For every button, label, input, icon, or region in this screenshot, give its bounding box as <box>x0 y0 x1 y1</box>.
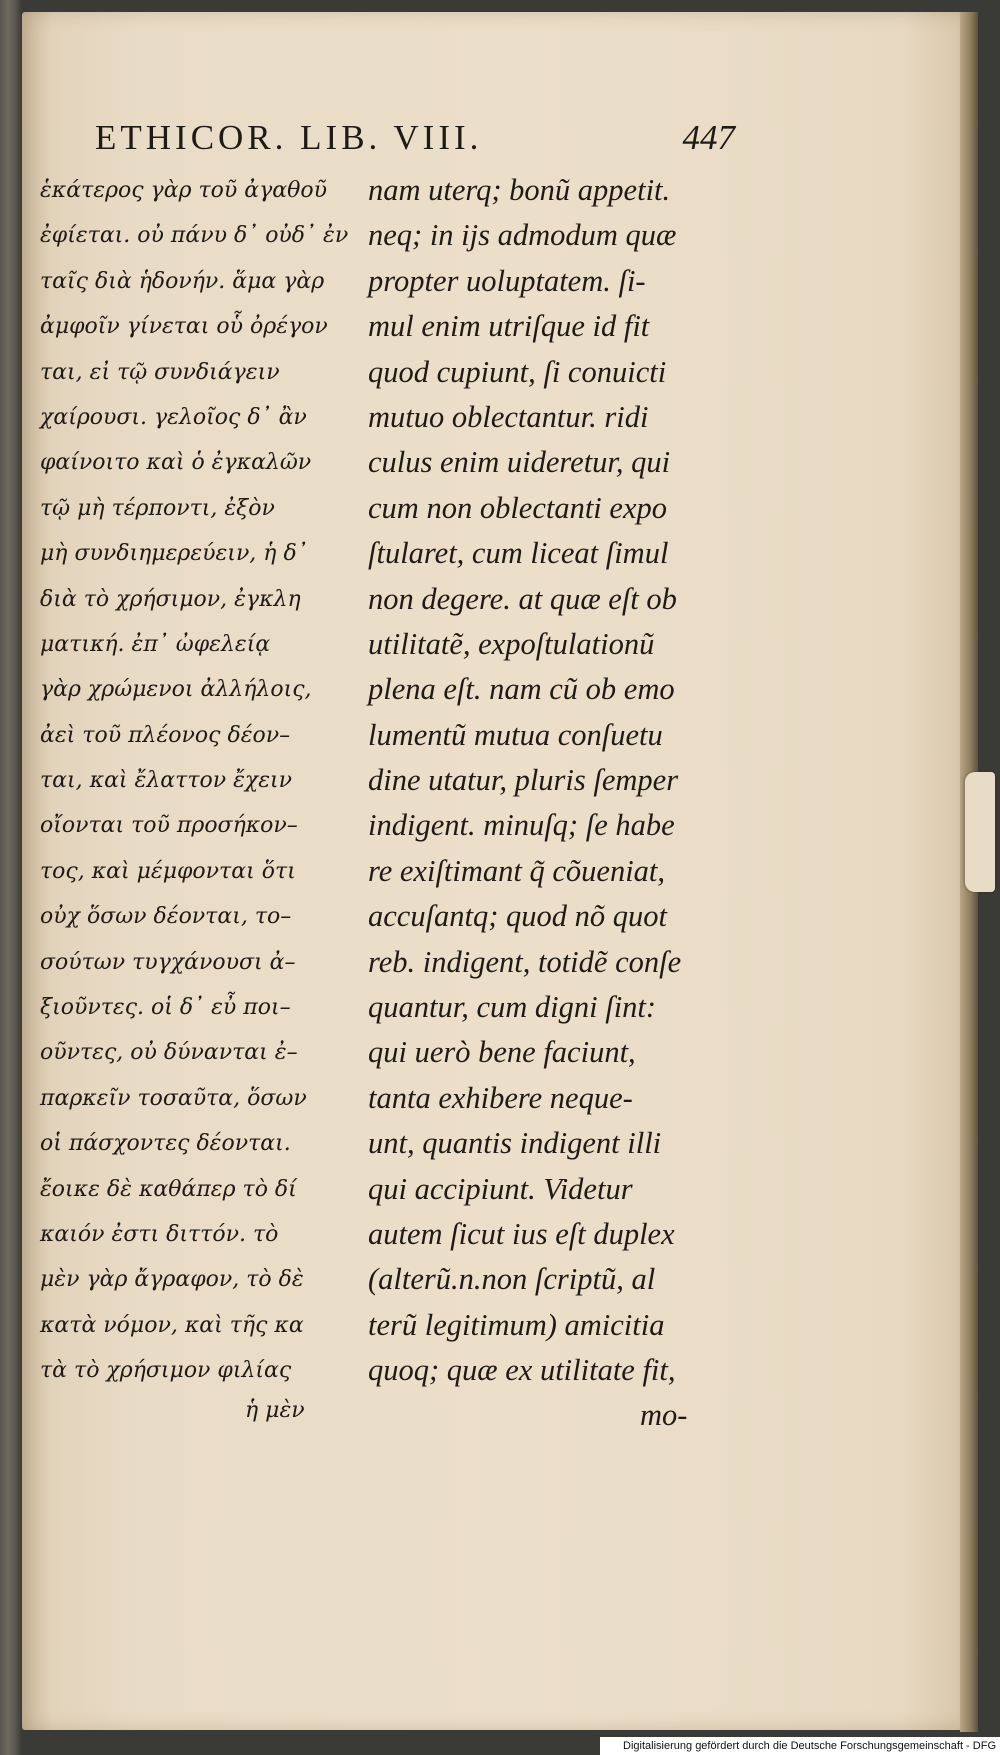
greek-text-line: ἔοικε δὲ καθάπερ τὸ δί <box>40 1176 297 1202</box>
latin-text-line: mul enim utriſque id fit <box>368 309 650 344</box>
greek-text-line: μὴ συνδιημερεύειν, ἡ δ᾽ <box>40 541 308 567</box>
latin-text-line: non degere. at quæ eſt ob <box>368 581 677 616</box>
digitization-footer: Digitalisierung gefördert durch die Deutsche Forschungsgemeinschaft - DFG <box>600 1737 1000 1755</box>
greek-text-line: οἴονται τοῦ προσήκον– <box>40 813 298 839</box>
latin-text-line: culus enim uideretur, qui <box>368 445 671 480</box>
latin-text-line: ſtularet, cum liceat ſimul <box>368 536 669 571</box>
greek-text-line: τος, καὶ μέμφονται ὅτι <box>40 858 296 884</box>
latin-text-line: quoq; quæ ex utilitate fit, <box>368 1353 676 1388</box>
latin-text-line: quod cupiunt, ſi conuicti <box>368 354 667 389</box>
greek-text-line: ται, εἰ τῷ συνδιάγειν <box>40 359 280 385</box>
latin-text-line: neq; in ijs admodum quæ <box>368 218 677 253</box>
latin-text-line: qui uerò bene faciunt, <box>368 1035 636 1070</box>
greek-text-line: γὰρ χρώμενοι ἀλλήλοις, <box>40 677 312 703</box>
latin-text-line: propter uoluptatem. ſi- <box>368 263 646 298</box>
page-number: 447 <box>682 118 735 157</box>
latin-catchword: mo- <box>640 1398 688 1432</box>
greek-text-line: φαίνοιτο καὶ ὁ ἐγκαλῶν <box>40 450 312 476</box>
latin-text-line: indigent. minuſq; ſe habe <box>368 808 675 843</box>
latin-text-line: nam uterq; bonũ appetit. <box>368 173 671 207</box>
greek-text-line: ται, καὶ ἔλαττον ἔχειν <box>40 768 293 794</box>
greek-text-line: ἐφίεται. οὐ πάνυ δ᾽ οὐδ᾽ ἐν <box>40 223 349 249</box>
greek-catchword: ἡ μὲν <box>245 1398 305 1423</box>
latin-text-line: plena eſt. nam cũ ob emo <box>368 672 675 707</box>
latin-text-line: autem ſicut ius eſt duplex <box>368 1216 675 1251</box>
latin-text-line: mutuo oblectantur. ridi <box>368 399 649 434</box>
greek-text-line: τὰ τὸ χρήσιμον φιλίας <box>40 1358 292 1384</box>
greek-text-line: ξιοῦντες. οἱ δ᾽ εὖ ποι– <box>40 995 291 1021</box>
greek-text-line: ταῖς διὰ ἡδονήν. ἅμα γὰρ <box>40 268 325 294</box>
latin-text-line: unt, quantis indigent illi <box>368 1126 662 1161</box>
latin-text-line: reb. indigent, totidẽ conſe <box>368 944 682 979</box>
greek-text-line: μὲν γὰρ ἄγραφον, τὸ δὲ <box>40 1267 304 1293</box>
latin-text-line: quantur, cum digni ſint: <box>368 990 657 1025</box>
greek-text-line: οὐχ ὅσων δέονται, το– <box>40 904 292 930</box>
latin-text-line: utilitatẽ, expoſtulationũ <box>368 626 655 661</box>
greek-text-line: ἑκάτερος γὰρ τοῦ ἀγαθοῦ <box>40 178 327 203</box>
greek-text-line: χαίρουσι. γελοῖος δ᾽ ἂν <box>40 404 307 430</box>
latin-column <box>368 168 740 1394</box>
latin-text-line: accuſantq; quod nõ quot <box>368 899 668 934</box>
greek-text-line: παρκεῖν τοσαῦτα, ὅσων <box>40 1085 307 1111</box>
latin-text-line: re exiſtimant q̃ cõueniat, <box>368 853 666 888</box>
latin-text-line: dine utatur, pluris ſemper <box>368 763 679 798</box>
latin-text-line: terũ legitimum) amicitia <box>368 1307 665 1342</box>
latin-text-line: qui accipiunt. Videtur <box>368 1171 633 1206</box>
greek-text-line: σούτων τυγχάνουσι ἀ– <box>40 949 296 975</box>
greek-text-line: ματική. ἐπ᾽ ὠφελείᾳ <box>40 631 271 657</box>
latin-text-line: lumentũ mutua conſuetu <box>368 717 663 752</box>
greek-text-line: οἱ πάσχοντες δέονται. <box>40 1131 291 1157</box>
greek-text-line: ἀεὶ τοῦ πλέονος δέον– <box>40 722 291 748</box>
greek-text-line: οῦντες, οὐ δύνανται ἐ– <box>40 1040 298 1066</box>
latin-text-line: tanta exhibere neque- <box>368 1080 633 1115</box>
latin-text-line: cum non oblectanti expo <box>368 490 667 525</box>
greek-text-line: ἀμφοῖν γίνεται οὗ ὀρέγον <box>40 314 328 340</box>
page-tab <box>965 772 995 892</box>
running-title: ETHICOR. LIB. VIII. <box>95 118 483 157</box>
latin-text-line: (alterũ.n.non ſcriptũ, al <box>368 1262 656 1297</box>
greek-text-line: κατὰ νόμον, καὶ τῆς κα <box>40 1312 304 1338</box>
greek-text-line: τῷ μὴ τέρποντι, ἐξὸν <box>40 495 275 521</box>
greek-text-line: καιόν ἐστι διττόν. τὸ <box>40 1221 279 1247</box>
greek-column <box>40 168 360 1394</box>
greek-text-line: διὰ τὸ χρήσιμον, ἐγκλη <box>40 586 301 612</box>
